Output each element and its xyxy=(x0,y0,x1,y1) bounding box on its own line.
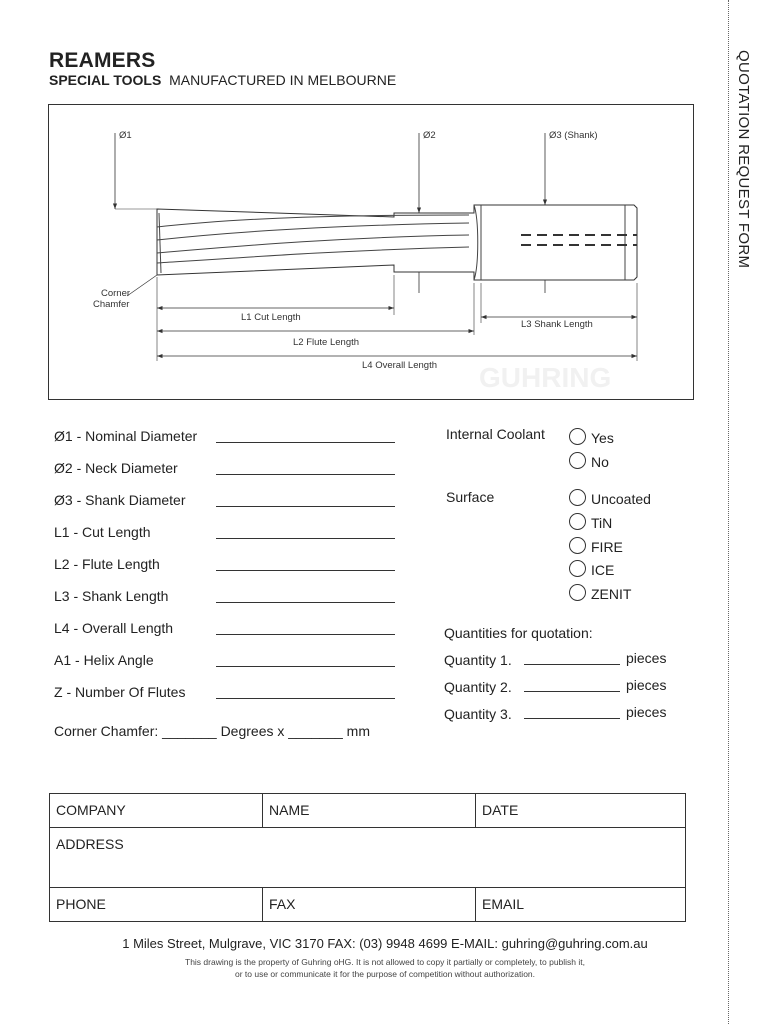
surface-option-radio[interactable] xyxy=(569,584,586,601)
footer-note-line-1: This drawing is the property of Guhring oHG. It is not allowed to copy it partially or completely, to publish it, xyxy=(185,957,585,967)
dimension-field-label: L2 - Flute Length xyxy=(54,556,160,572)
pieces-label: pieces xyxy=(626,704,667,720)
dimension-field-label: Ø2 - Neck Diameter xyxy=(54,460,178,476)
mm-label: mm xyxy=(346,723,370,739)
dimension-field-input[interactable] xyxy=(216,634,395,635)
corner-chamfer-mm-input[interactable]: _______ xyxy=(288,723,343,739)
dimension-field-label: L4 - Overall Length xyxy=(54,620,174,636)
name-cell[interactable] xyxy=(263,794,476,828)
dimension-field-input[interactable] xyxy=(216,570,395,571)
footer-note xyxy=(0,956,770,980)
surface-option-radio[interactable] xyxy=(569,560,586,577)
name-label: NAME xyxy=(269,802,310,818)
coolant-yes-label: Yes xyxy=(591,430,614,446)
phone-label: PHONE xyxy=(56,896,106,912)
company-cell[interactable] xyxy=(50,794,263,828)
corner-chamfer-degrees-input[interactable]: _______ xyxy=(162,723,217,739)
coolant-label: Internal Coolant xyxy=(446,426,545,442)
dimension-field-label: A1 - Helix Angle xyxy=(54,652,154,668)
surface-option-radio[interactable] xyxy=(569,489,586,506)
quantity-label: Quantity 1. xyxy=(444,652,512,668)
pieces-label: pieces xyxy=(626,677,667,693)
address-cell[interactable] xyxy=(50,828,686,888)
l1-label: L1 Cut Length xyxy=(241,312,301,323)
surface-option-radio[interactable] xyxy=(569,513,586,530)
dimension-field-label: Z - Number Of Flutes xyxy=(54,684,186,700)
dimension-field-label: L1 - Cut Length xyxy=(54,524,151,540)
l2-label: L2 Flute Length xyxy=(293,337,360,348)
watermark: GUHRING xyxy=(479,362,612,393)
address-label: ADDRESS xyxy=(56,836,124,852)
quantity-label: Quantity 3. xyxy=(444,706,512,722)
quantity-input[interactable] xyxy=(524,718,620,719)
footer-address: 1 Miles Street, Mulgrave, VIC 3170 FAX: (03) 9948 4699 E-MAIL: guhring@guhring.com.au xyxy=(122,936,648,951)
quantities-heading: Quantities for quotation: xyxy=(444,625,593,641)
corner-chamfer-label-1: Corner xyxy=(101,288,131,299)
d1-label: Ø1 xyxy=(119,130,132,141)
dimension-field-input[interactable] xyxy=(216,666,395,667)
dimension-field-input[interactable] xyxy=(216,474,395,475)
l3-label: L3 Shank Length xyxy=(521,319,593,330)
dimension-field-input[interactable] xyxy=(216,538,395,539)
dimension-field-input[interactable] xyxy=(216,602,395,603)
page-subtitle xyxy=(49,72,396,88)
dimension-field-label: Ø1 - Nominal Diameter xyxy=(54,428,198,444)
surface-option-radio[interactable] xyxy=(569,537,586,554)
reamer-diagram xyxy=(49,105,693,399)
corner-chamfer-label-2: Chamfer xyxy=(93,299,130,310)
corner-chamfer-label: Corner Chamfer: xyxy=(54,723,159,739)
reamer-outline xyxy=(157,205,637,280)
footer-note-line-2: or to use or communicate it for the purpose of competition without authorization. xyxy=(234,969,536,979)
date-label: DATE xyxy=(482,802,519,818)
subtitle-rest: MANUFACTURED IN MELBOURNE xyxy=(169,72,397,88)
coolant-no-radio[interactable] xyxy=(569,452,586,469)
page-edge-dotted-line xyxy=(728,0,729,1024)
d2-label: Ø2 xyxy=(423,130,436,141)
email-cell[interactable] xyxy=(476,888,686,922)
surface-option-label: ZENIT xyxy=(591,586,632,602)
pieces-label: pieces xyxy=(626,650,667,666)
fax-label: FAX xyxy=(269,896,296,912)
surface-option-label: TiN xyxy=(591,515,613,531)
l4-label: L4 Overall Length xyxy=(362,360,437,371)
subtitle-bold: SPECIAL TOOLS xyxy=(49,72,162,88)
dimension-field-label: Ø3 - Shank Diameter xyxy=(54,492,186,508)
dimension-field-input[interactable] xyxy=(216,698,395,699)
quantity-input[interactable] xyxy=(524,691,620,692)
dimension-field-input[interactable] xyxy=(216,442,395,443)
surface-option-label: ICE xyxy=(591,562,615,578)
dimension-field-label: L3 - Shank Length xyxy=(54,588,169,604)
phone-cell[interactable] xyxy=(50,888,263,922)
surface-option-label: Uncoated xyxy=(591,491,651,507)
d3-label: Ø3 (Shank) xyxy=(549,130,598,141)
quantity-label: Quantity 2. xyxy=(444,679,512,695)
quantity-input[interactable] xyxy=(524,664,620,665)
fax-cell[interactable] xyxy=(263,888,476,922)
side-title: QUOTATION REQUEST FORM xyxy=(735,50,752,269)
surface-label: Surface xyxy=(446,489,495,505)
email-label: EMAIL xyxy=(482,896,525,912)
reamer-drawing xyxy=(48,104,694,400)
contact-table xyxy=(49,793,686,922)
coolant-yes-radio[interactable] xyxy=(569,428,586,445)
dimension-field-input[interactable] xyxy=(216,506,395,507)
surface-option-label: FIRE xyxy=(591,539,623,555)
company-label: COMPANY xyxy=(56,802,126,818)
corner-chamfer-row xyxy=(54,723,370,739)
date-cell[interactable] xyxy=(476,794,686,828)
coolant-no-label: No xyxy=(591,454,609,470)
page-title: REAMERS xyxy=(49,49,156,72)
degrees-label: Degrees x xyxy=(220,723,285,739)
